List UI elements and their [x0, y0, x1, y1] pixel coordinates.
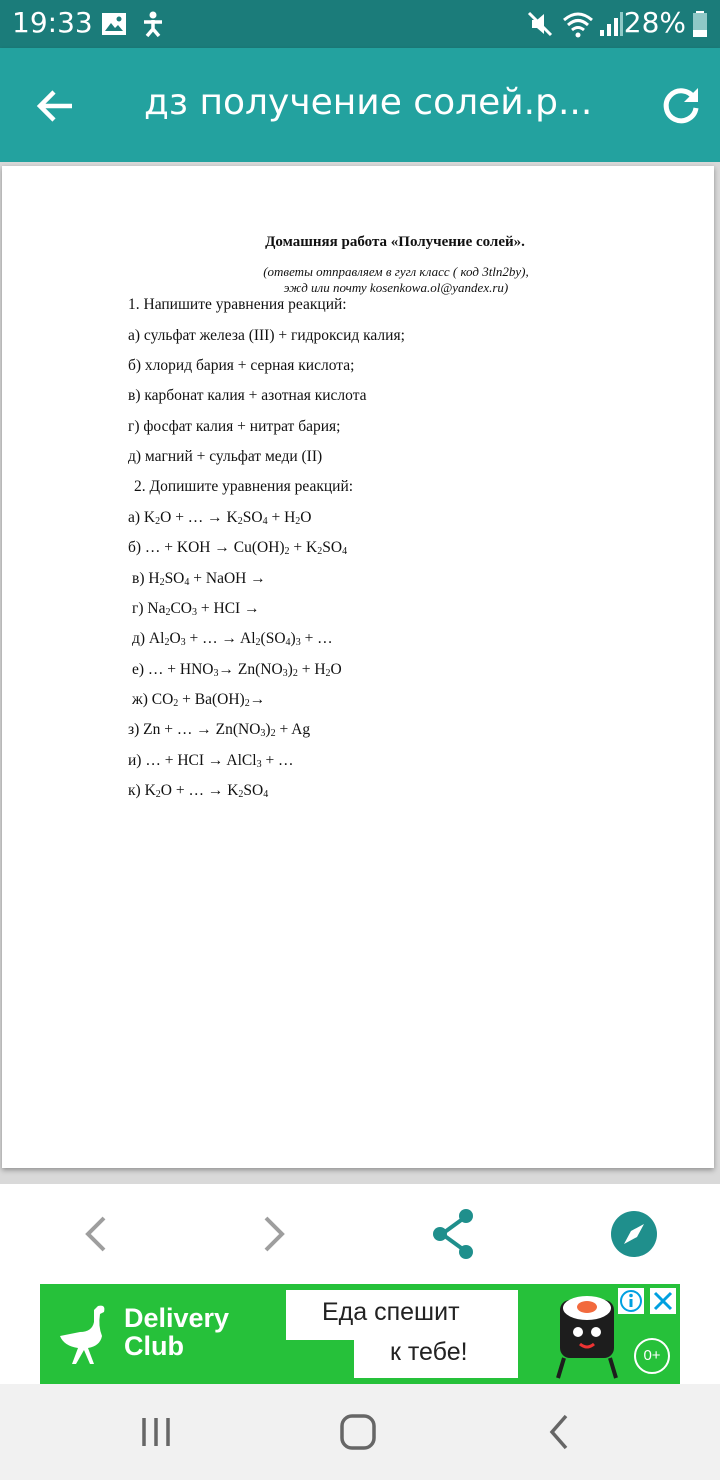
task1-heading: 1. Напишите уравнения реакций:: [128, 296, 347, 313]
back-nav-icon[interactable]: [538, 1410, 582, 1454]
doc-heading: Домашняя работа «Получение солей».: [265, 234, 525, 250]
sushi-mascot-icon: [550, 1292, 624, 1384]
doc-subtitle-line2: эжд или почту kosenkowa.ol@yandex.ru): [283, 280, 509, 295]
ad-brand-line1: Delivery: [124, 1303, 230, 1333]
task2-item: д) $Al_2O_3$ + … → $Al_2(SO_4)_3$ + …: [132, 630, 333, 648]
app-bar: [0, 48, 720, 162]
task2-item: и) … + HCI → AlCl$_3$ + …: [128, 752, 294, 770]
task2-item: б) … + KOH → $Cu(OH)_2 + K_2SO_4$: [128, 539, 348, 557]
task2-item: г) $Na_2CO_3$ + HCI →: [132, 600, 260, 618]
ad-age-rating: 0+: [634, 1338, 670, 1374]
compass-icon[interactable]: [604, 1204, 664, 1264]
task1-item: г) фосфат калия + нитрат бария;: [128, 418, 341, 435]
ad-brand-line2: Club: [124, 1331, 184, 1361]
battery-percent: 28%: [623, 6, 686, 39]
share-icon[interactable]: [424, 1204, 484, 1264]
document-page: [2, 166, 714, 1168]
task1-item: б) хлорид бария + серная кислота;: [128, 357, 355, 374]
task2-item: к) $K_2O$ + … → $K_2SO_4$: [128, 782, 269, 800]
task2-item: а) $K_2O$ + … → $K_2SO_4 + H_2O$: [128, 509, 312, 527]
document-title: дз получение солей.р...: [144, 82, 593, 123]
ad-headline-line1: Еда спешит: [322, 1298, 460, 1326]
ad-info-icon[interactable]: [618, 1288, 644, 1314]
document-viewer[interactable]: [0, 162, 720, 1184]
task1-item: в) карбонат калия + азотная кислота: [128, 387, 367, 404]
task1-item: д) магний + сульфат меди (II): [128, 448, 323, 465]
battery-icon: [692, 10, 708, 38]
viewer-toolbar: [0, 1184, 720, 1284]
status-bar: [0, 0, 720, 48]
refresh-icon[interactable]: [660, 84, 702, 126]
home-icon[interactable]: [336, 1410, 380, 1454]
ostrich-logo-icon: [54, 1302, 116, 1368]
recent-apps-icon[interactable]: [134, 1410, 178, 1454]
task2-item: в) $H_2SO_4$ + NaOH →: [132, 570, 266, 588]
ad-brand: [124, 1304, 229, 1360]
ad-close-icon[interactable]: [650, 1288, 676, 1314]
chevron-left-icon[interactable]: [66, 1204, 126, 1264]
doc-subtitle-line1: (ответы отправляем в гугл класс ( код 3tln2by),: [263, 264, 529, 279]
status-time: 19:33: [12, 6, 93, 39]
signal-icon: [598, 10, 624, 38]
task2-heading: 2. Допишите уравнения реакций:: [134, 478, 354, 495]
accessibility-icon: [140, 10, 166, 38]
system-nav-bar: [0, 1384, 720, 1480]
ad-headline-line2: к тебе!: [390, 1338, 468, 1366]
mute-icon: [526, 10, 554, 38]
ad-banner[interactable]: [40, 1284, 680, 1384]
task1-item: а) сульфат железа (III) + гидроксид калия;: [128, 327, 405, 344]
task2-item: е) … + $HNO_3\to Zn(NO_3)_2 + H_2O$: [132, 661, 342, 679]
chevron-right-icon[interactable]: [244, 1204, 304, 1264]
wifi-icon: [562, 10, 594, 38]
task2-item: ж) $CO_2 + Ba(OH)_2\to$: [132, 691, 266, 709]
gallery-icon: [100, 10, 128, 38]
task2-item: з) Zn + … → $Zn(NO_3)_2 + Ag$: [128, 721, 311, 739]
arrow-back-icon[interactable]: [36, 86, 76, 126]
